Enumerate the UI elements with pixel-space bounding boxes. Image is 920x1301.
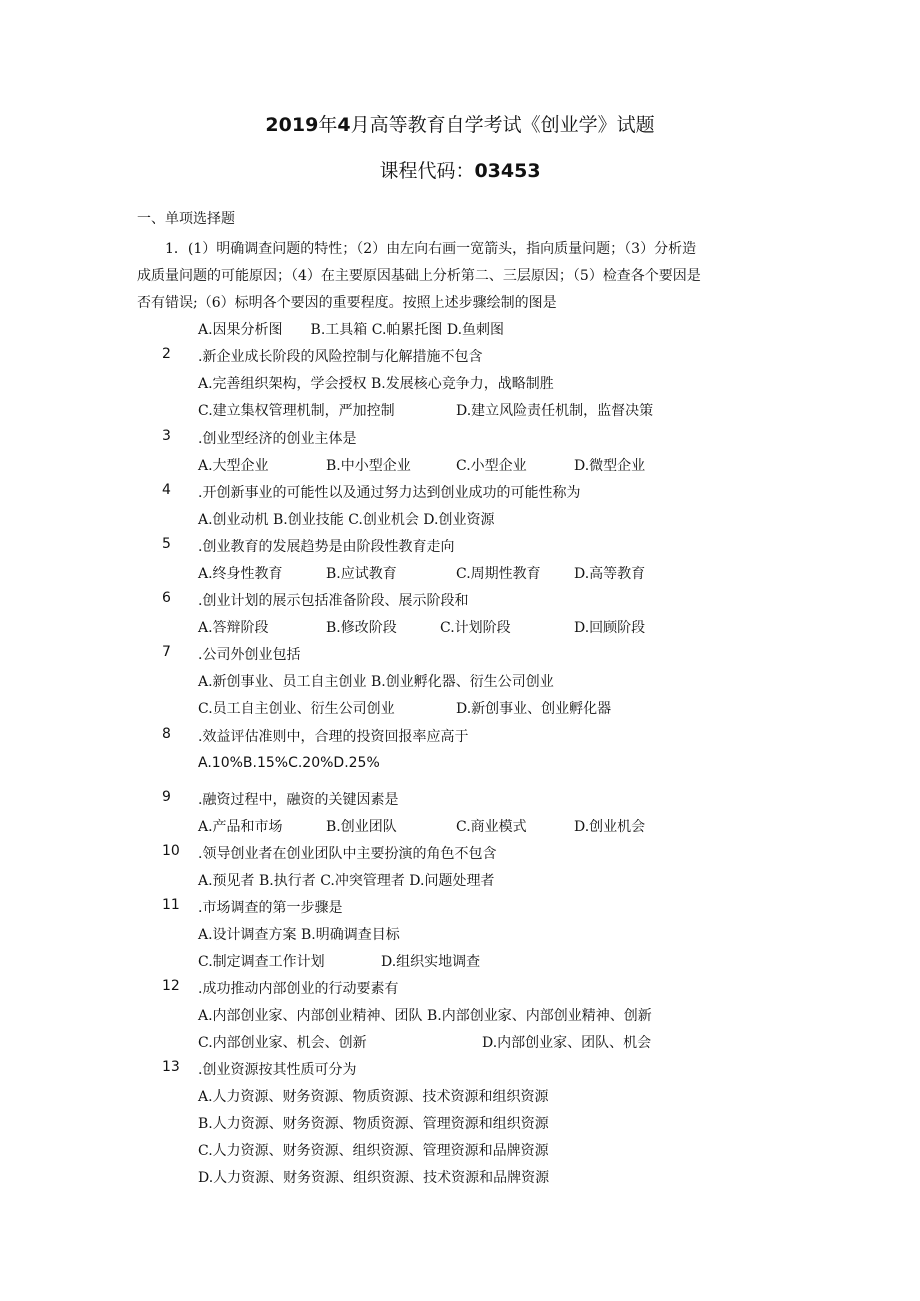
question-10-option: A.预见者 B.执行者 C.冲突管理者 D.问题处理者 [198,873,495,889]
question-11-option: D.组织实地调查 [381,954,481,970]
question-2-option: A.完善组织架构，学会授权 B.发展核心竞争力，战略制胜 [198,376,554,392]
question-7-option: C.员工自主创业、衍生公司创业 [198,701,395,717]
question-7-option: D.新创事业、创业孵化器 [456,701,612,717]
question-13-text: .创业资源按其性质可分为 [198,1062,357,1078]
question-3-text: .创业型经济的创业主体是 [198,431,357,447]
question-12-number: 12 [162,978,180,994]
question-6-option: D.回顾阶段 [574,620,646,636]
question-10-text: .领导创业者在创业团队中主要扮演的角色不包含 [198,846,497,862]
question-13-number: 13 [162,1059,180,1075]
question-1-line-3: 否有错误;（6）标明各个要因的重要程度。按照上述步骤绘制的图是 [137,295,557,311]
question-5-text: .创业教育的发展趋势是由阶段性教育走向 [198,539,455,555]
question-7-text: .公司外创业包括 [198,647,301,663]
question-6-number: 6 [162,590,171,606]
question-11-option: A.设计调查方案 B.明确调查目标 [198,927,400,943]
question-6-text: .创业计划的展示包括准备阶段、展示阶段和 [198,593,469,609]
question-5-number: 5 [162,536,171,552]
question-1-line-1: 1．(1）明确调查问题的特性；（2）由左向右画一宽箭头，指向质量问题；（3）分析造 [165,241,697,257]
question-12-option: D.内部创业家、团队、机会 [482,1035,652,1051]
question-8-option: A.10%B.15%C.20%D.25% [198,755,380,771]
question-9-option: B.创业团队 [326,819,397,835]
question-6-option: C.计划阶段 [440,620,511,636]
question-2-option: D.建立风险责任机制，监督决策 [456,403,654,419]
question-1-line-2: 成质量问题的可能原因；（4）在主要原因基础上分析第二、三层原因；（5）检查各个要因是 [137,268,701,284]
question-9-option: C.商业模式 [456,819,527,835]
question-13-option: A.人力资源、财务资源、物质资源、技术资源和组织资源 [198,1089,549,1105]
question-10-number: 10 [162,843,180,859]
question-5-option: A.终身性教育 [198,566,283,582]
question-3-option: B.中小型企业 [326,458,411,474]
question-6-option: B.修改阶段 [326,620,397,636]
question-5-option: D.高等教育 [574,566,646,582]
question-11-option: C.制定调查工作计划 [198,954,325,970]
question-4-option: A.创业动机 B.创业技能 C.创业机会 D.创业资源 [198,512,495,528]
title-month: 4 [337,114,351,136]
course-code-value: 03453 [474,160,541,182]
question-5-option: B.应试教育 [326,566,397,582]
question-12-option: C.内部创业家、机会、创新 [198,1035,367,1051]
page-title [0,110,920,137]
question-3-option: C.小型企业 [456,458,527,474]
question-8-text: .效益评估准则中，合理的投资回报率应高于 [198,729,469,745]
question-7-option: A.新创事业、员工自主创业 B.创业孵化器、衍生公司创业 [198,674,554,690]
question-9-text: .融资过程中，融资的关键因素是 [198,792,399,808]
question-6-option: A.答辩阶段 [198,620,269,636]
question-2-number: 2 [162,346,171,362]
question-12-option: A.内部创业家、内部创业精神、团队 B.内部创业家、内部创业精神、创新 [198,1008,652,1024]
question-7-number: 7 [162,644,171,660]
question-9-option: A.产品和市场 [198,819,283,835]
question-13-option: C.人力资源、财务资源、组织资源、管理资源和品牌资源 [198,1143,549,1159]
course-code-label: 课程代码： [379,160,475,182]
course-code [0,156,920,183]
section-title: 一、单项选择题 [137,211,235,227]
question-4-text: .开创新事业的可能性以及通过努力达到创业成功的可能性称为 [198,485,581,501]
question-2-option: C.建立集权管理机制，严加控制 [198,403,395,419]
question-3-number: 3 [162,428,171,444]
question-8-number: 8 [162,726,171,742]
title-year: 2019 [265,114,319,136]
question-9-option: D.创业机会 [574,819,646,835]
question-5-option: C.周期性教育 [456,566,541,582]
question-12-text: .成功推动内部创业的行动要素有 [198,981,399,997]
title-year-suffix: 年 [318,114,338,136]
question-9-number: 9 [162,789,171,805]
question-11-number: 11 [162,897,180,913]
question-13-option: D.人力资源、财务资源、组织资源、技术资源和品牌资源 [198,1170,550,1186]
title-rest: 月高等教育自学考试《创业学》试题 [350,114,655,136]
question-11-text: .市场调查的第一步骤是 [198,900,343,916]
question-1-options: A.因果分析图 B.工具箱 C.帕累托图 D.鱼刺图 [198,322,505,338]
question-3-option: A.大型企业 [198,458,269,474]
question-4-number: 4 [162,482,171,498]
question-13-option: B.人力资源、财务资源、物质资源、管理资源和组织资源 [198,1116,549,1132]
question-3-option: D.微型企业 [574,458,646,474]
question-2-text: .新企业成长阶段的风险控制与化解措施不包含 [198,349,483,365]
